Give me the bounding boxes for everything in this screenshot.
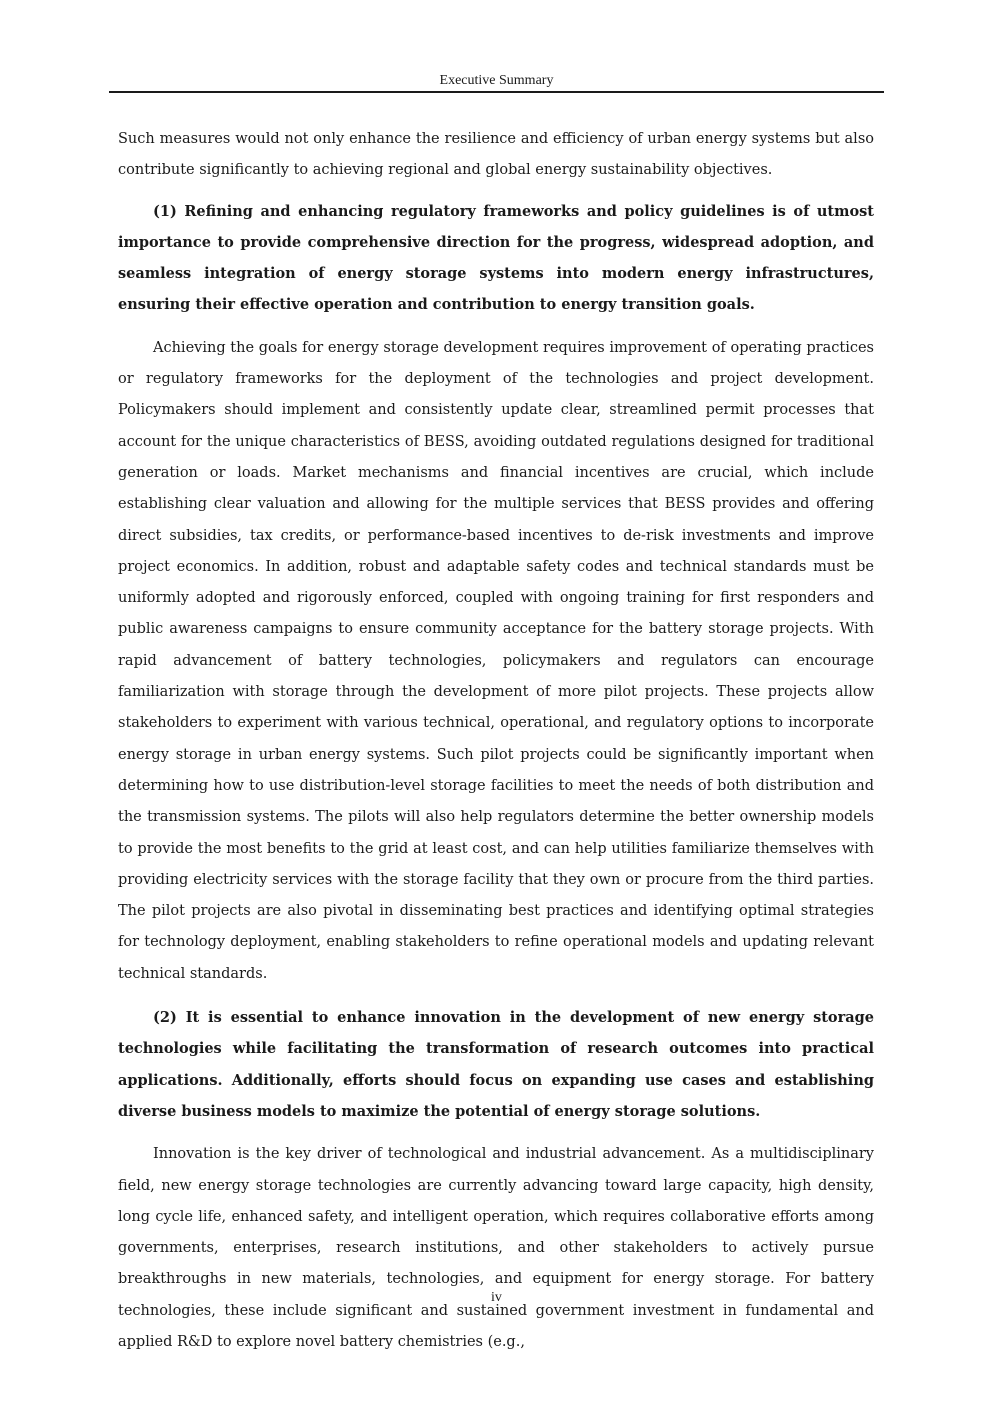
running-header: Executive Summary bbox=[439, 73, 554, 88]
section-heading-2: (2) It is essential to enhance innovation in the development of new energy storage technologies while facilitating the transformation of research outcomes into practical applications. Additionally, efforts should focus on expanding use cases and establishing diverse business models to maximize the potential of energy storage solutions. bbox=[118, 1009, 874, 1120]
header-rule bbox=[109, 91, 884, 93]
section-heading-1: (1) Refining and enhancing regulatory frameworks and policy guidelines is of utmost importance to provide comprehensive direction for the progress, widespread adoption, and seamless integration of energy storage systems into modern energy infrastructures, ensuring their effective operation and contribution to energy transition goals. bbox=[118, 202, 874, 314]
body-paragraph-continued: Such measures would not only enhance the resilience and efficiency of urban energy systems but also contribute significantly to achieving regional and global energy sustainability objectives. bbox=[118, 131, 874, 179]
body-paragraph-innovation: Innovation is the key driver of technological and industrial advancement. As a multidisciplinary field, new energy storage technologies are currently advancing toward large capacity, high density, long cycle life, enhanced safety, and intelligent operation, which requires collaborative efforts among governments, enterprises, research institutions, and other stakeholders to actively pursue breakthroughs in new materials, technologies, and equipment for energy storage. For battery technologies, these include significant and sustained government investment in fundamental and applied R&D to explore novel battery chemistries (e.g., bbox=[118, 1146, 874, 1350]
page-body bbox=[118, 124, 874, 1358]
body-paragraph-regulatory: Achieving the goals for energy storage development requires improvement of operating practices or regulatory frameworks for the deployment of the technologies and project development. Policymakers should implement and consistently update clear, streamlined permit processes that account for the unique characteristics of BESS, avoiding outdated regulations designed for traditional generation or loads. Market mechanisms and financial incentives are crucial, which include establishing clear valuation and allowing for the multiple services that BESS provides and offering direct subsidies, tax credits, or performance-based incentives to de-risk investments and improve project economics. In addition, robust and adaptable safety codes and technical standards must be uniformly adopted and rigorously enforced, coupled with ongoing training for first responders and public awareness campaigns to ensure community acceptance for the battery storage projects. With rapid advancement of battery technologies, policymakers and regulators can encourage familiarization with storage through the development of more pilot projects. These projects allow stakeholders to experiment with various technical, operational, and regulatory options to incorporate energy storage in urban energy systems. Such pilot projects could be significantly important when determining how to use distribution-level storage facilities to meet the needs of both distribution and the transmission systems. The pilots will also help regulators determine the better ownership models to provide the most benefits to the grid at least cost, and can help utilities familiarize themselves with providing electricity services with the storage facility that they own or procure from the third parties. The pilot projects are also pivotal in disseminating best practices and identifying optimal strategies for technology deployment, enabling stakeholders to refine operational models and updating relevant technical standards. bbox=[118, 339, 874, 982]
page-number: iv bbox=[491, 1290, 502, 1305]
